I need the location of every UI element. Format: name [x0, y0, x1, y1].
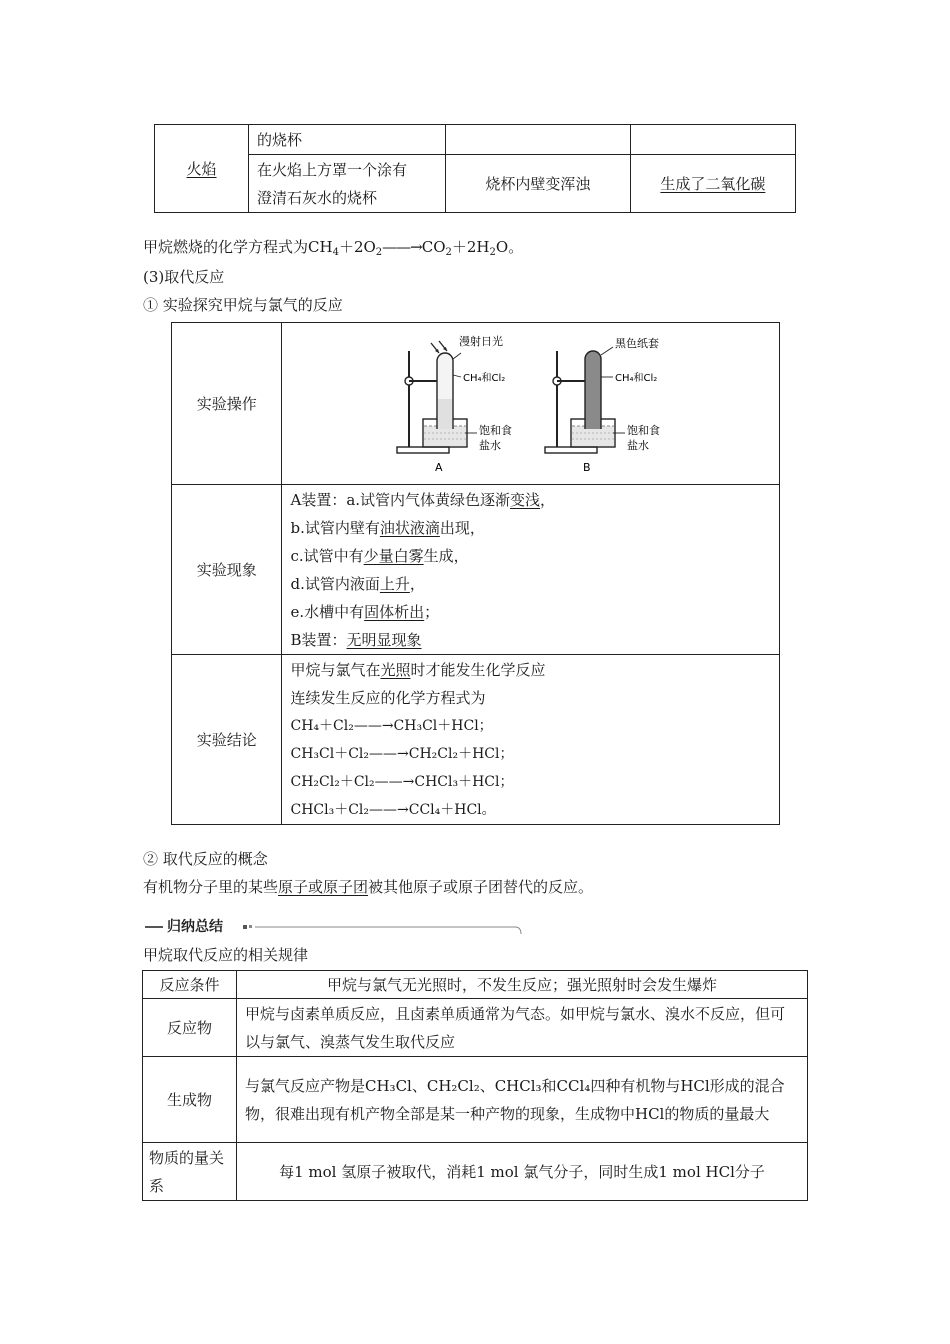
flame-phen-cell-2	[445, 155, 630, 213]
label-diffuse-light: 漫射日光	[459, 334, 504, 348]
label-b: B	[583, 460, 592, 474]
phen-line-1: A装置：a.试管内气体黄绿色逐渐变浅，	[290, 490, 556, 509]
section3-title: (3)取代反应	[143, 268, 225, 286]
rule-text-1: 甲烷与氯气无光照时，不发生反应；强光照射时会发生爆炸	[326, 976, 717, 994]
apparatus-b	[545, 336, 660, 474]
phen-cell	[282, 485, 780, 655]
apparatus-figure	[387, 329, 687, 479]
op-label: 实验操作	[196, 395, 257, 413]
sub2-title: ② 取代反应的概念	[143, 850, 268, 868]
phen-line-2: b.试管内壁有油状液滴出现，	[290, 518, 485, 537]
flame-phen-cell-1	[445, 125, 630, 155]
rule-text-2: 甲烷与卤素单质反应，且卤素单质通常为气态。如甲烷与氯水、溴水不反应，但可以与氯气、溴蒸气发生取代反应	[245, 1004, 786, 1051]
flame-table	[154, 124, 796, 213]
concl-eq-2: CH₃Cl＋Cl₂——→CH₂Cl₂＋HCl；	[290, 745, 514, 762]
rule-label-cell-2	[143, 999, 237, 1057]
label-gas-b: CH₄和Cl₂	[615, 372, 658, 384]
rule-label-cell-3	[143, 1057, 237, 1143]
phen-line-4: d.试管内液面上升，	[290, 574, 425, 593]
summary-title: 甲烷取代反应的相关规律	[143, 946, 309, 964]
label-salt-a-1: 饱和食	[479, 423, 513, 437]
summary-header	[143, 916, 523, 938]
concl-eq-4: CHCl₃＋Cl₂——→CCl₄＋HCl。	[290, 801, 496, 818]
label-gas-a: CH₄和Cl₂	[463, 372, 506, 384]
rule-text-cell-4	[237, 1143, 808, 1201]
concl-eq-1: CH₄＋Cl₂——→CH₃Cl＋HCl；	[290, 717, 493, 734]
concept-text: 有机物分子里的某些原子或原子团被其他原子或原子团替代的反应。	[143, 878, 594, 896]
concl-label-cell	[172, 655, 282, 825]
rule-label-3: 生成物	[166, 1091, 212, 1109]
phen-label-cell	[172, 485, 282, 655]
rule-label-4: 物质的量关系	[149, 1148, 225, 1195]
test-tube-b	[585, 351, 601, 429]
concl-cell	[282, 655, 780, 825]
rule-text-3: 与氯气反应产物是CH₃Cl、CH₂Cl₂、CHCl₃和CCl₄四种有机物与HCl形成的混合物，很难出现有机产物全部是某一种产物的现象，生成物中HCl的物质的量最大	[245, 1076, 785, 1123]
rule-label-2: 反应物	[166, 1019, 212, 1037]
flame-op-cell-2	[249, 155, 446, 213]
op-figure-cell	[282, 323, 780, 485]
stand-base-b	[545, 447, 597, 453]
flame-op-cell-1	[249, 125, 446, 155]
label-black-cover: 黑色纸套	[615, 336, 660, 350]
sub1-title: ① 实验探究甲烷与氯气的反应	[143, 296, 343, 314]
rules-table	[142, 970, 808, 1201]
flame-op-2-line1: 在火焰上方罩一个涂有	[257, 160, 408, 179]
phen-line-6: B装置：无明显现象	[290, 630, 422, 649]
flame-concl-2: 生成了二氧化碳	[660, 175, 766, 193]
label-salt-b-2: 盐水	[627, 438, 650, 452]
rule-text-cell-3	[237, 1057, 808, 1143]
flame-op-1: 的烧杯	[257, 131, 303, 149]
stand-base-a	[397, 447, 449, 453]
flame-op-2-line2: 澄清石灰水的烧杯	[257, 188, 378, 207]
summary-label: 归纳总结	[165, 916, 229, 936]
concl-label: 实验结论	[196, 731, 257, 749]
label-salt-a-2: 盐水	[479, 438, 502, 452]
phen-line-3: c.试管中有少量白雾生成，	[290, 546, 469, 565]
flame-phen-2: 烧杯内壁变浑浊	[485, 175, 591, 193]
combustion-equation: 甲烷燃烧的化学方程式为$CH_4+2O_2——\to CO_2+2H_2O$。	[143, 238, 524, 258]
concl-line-2: 连续发生反应的化学方程式为	[290, 688, 486, 707]
rule-text-cell-1	[237, 971, 808, 999]
rule-label-cell-4	[143, 1143, 237, 1201]
label-salt-b-1: 饱和食	[627, 423, 661, 437]
rule-text-4: 每1 mol 氢原子被取代，消耗1 mol 氯气分子，同时生成1 mol HCl分子	[279, 1163, 765, 1181]
rule-label-cell-1	[143, 971, 237, 999]
flame-concl-cell-2	[630, 155, 795, 213]
flame-label-cell	[155, 125, 249, 213]
concl-line-1: 甲烷与氯气在光照时才能发生化学反应	[290, 660, 546, 679]
label-a: A	[435, 460, 444, 474]
op-label-cell	[172, 323, 282, 485]
rule-label-1: 反应条件	[159, 976, 220, 994]
flame-concl-cell-1	[630, 125, 795, 155]
rule-text-cell-2	[237, 999, 808, 1057]
phen-line-5: e.水槽中有固体析出；	[290, 602, 440, 621]
apparatus-a	[397, 334, 512, 474]
phen-label: 实验现象	[196, 561, 257, 579]
concl-eq-3: CH₂Cl₂＋Cl₂——→CHCl₃＋HCl；	[290, 773, 514, 790]
flame-label: 火焰	[186, 160, 217, 178]
experiment-table	[171, 322, 780, 825]
